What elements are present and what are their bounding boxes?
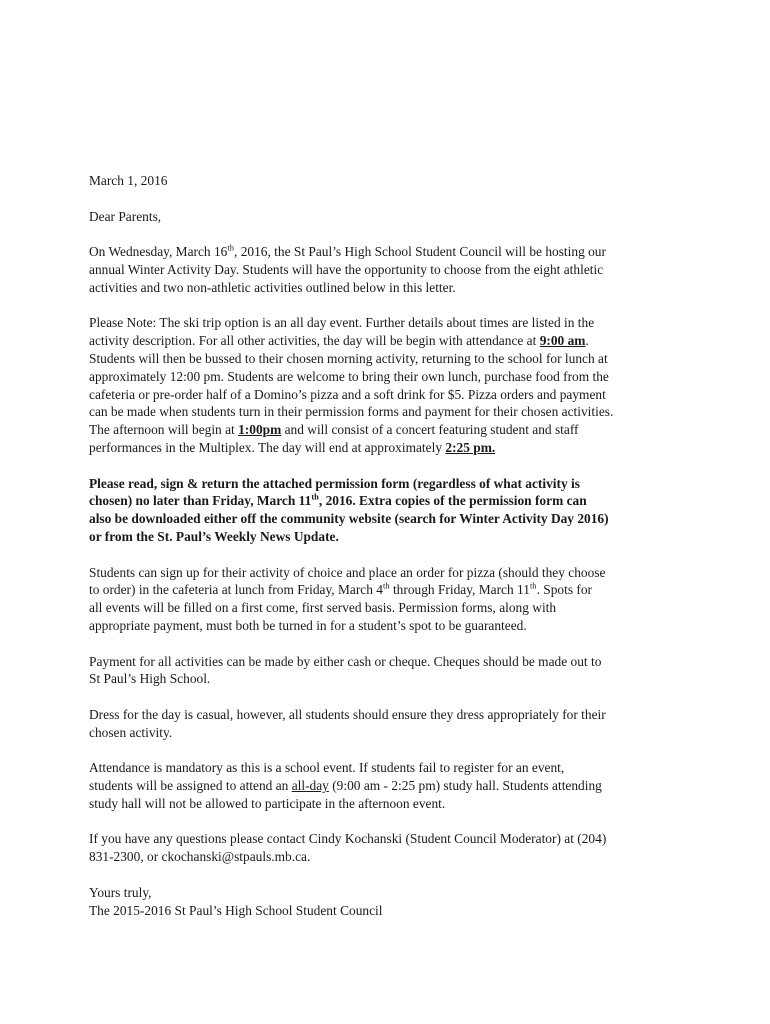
afternoon-time: 1:00pm	[238, 422, 282, 438]
paragraph-schedule: Please Note: The ski trip option is an all day event. Further details about times are listed in the activity description. For all other activities, the day will be begin with attendance at 9:00 am. Students will then be bussed to their chosen morning activity, returning to the school for lunch at approximately 12:00 pm. Students are welcome to bring their own lunch, purchase food from the cafeteria or pre-order half of a Domino’s pizza and a soft drink for $5. Pizza orders and payment can be made when students turn in their permission forms and payment for their chosen activities. The afternoon will begin at 1:00pm and will consist of a concert featuring student and staff performances in the Multiplex. The day will end at approximately 2:25 pm.	[89, 315, 614, 455]
paragraph-intro: On Wednesday, March 16th, 2016, the St Paul’s High School Student Council will be hosting our annual Winter Activity Day. Students will have the opportunity to choose from the eight athletic activities and two non-athletic activities outlined below in this letter.	[89, 242, 606, 295]
greeting: Dear Parents,	[89, 208, 162, 224]
all-day-text: all-day	[291, 778, 329, 794]
end-time: 2:25 pm.	[445, 439, 496, 455]
closing-block	[89, 884, 689, 920]
signature: The 2015-2016 St Paul’s High School Student Council	[89, 902, 383, 918]
paragraph-permission-form: Please read, sign & return the attached permission form (regardless of what activity is chosen) no later than Friday, March 11th, 2016. Extra copies of the permission form can also be downloaded either off the community website (search for Winter Activity Day 2016) or from the St. Paul’s Weekly News Update.	[89, 475, 609, 544]
start-time: 9:00 am	[539, 333, 586, 349]
letter-body	[89, 172, 689, 919]
closing: Yours truly,	[89, 884, 152, 900]
paragraph-contact: If you have any questions please contact Cindy Kochanski (Student Council Moderator) at (204) 831-2300, or ckochanski@stpauls.mb.ca.	[89, 831, 607, 865]
paragraph-payment: Payment for all activities can be made by either cash or cheque. Cheques should be made out to St Paul’s High School.	[89, 653, 602, 687]
paragraph-signup: Students can sign up for their activity of choice and place an order for pizza (should they choose to order) in the cafeteria at lunch from Friday, March 4th through Friday, March 11th. Spots for all events will be filled on a first come, first served basis. Permission forms, along with appropriate payment, must both be turned in for a student’s spot to be guaranteed.	[89, 564, 606, 633]
paragraph-attendance: Attendance is mandatory as this is a school event. If students fail to register for an event, students will be assigned to attend an all-day (9:00 am - 2:25 pm) study hall. Students attending study hall will not be allowed to participate in the afternoon event.	[89, 760, 602, 811]
letter-date: March 1, 2016	[89, 173, 168, 188]
paragraph-dress: Dress for the day is casual, however, all students should ensure they dress appropriately for their chosen activity.	[89, 706, 606, 740]
